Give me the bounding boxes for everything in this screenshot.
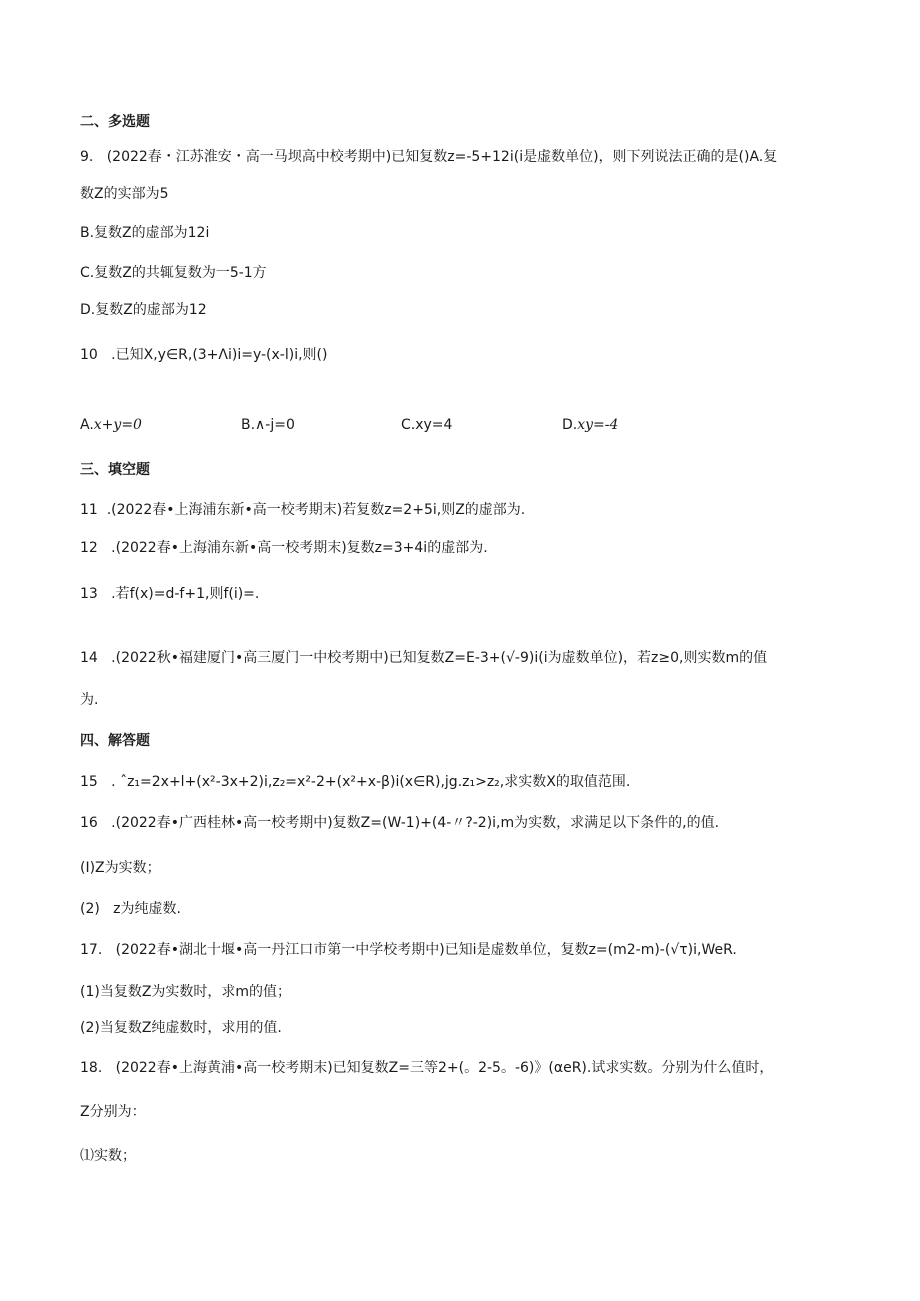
question-9-option-d: D.复数Z的虚部为12	[80, 302, 207, 318]
question-17-sub-2: (2)当复数Z纯虚数时，求用的值.	[80, 1020, 282, 1036]
question-14-line-1: 14 .(2022秋•福建厦门•高三厦门一中校考期中)已知复数Z=E-3+(√-9)i(i为虚数单位)，若z≥0,则实数m的值	[80, 650, 768, 666]
question-9-option-c: C.复数Z的共辄复数为一5-1方	[80, 265, 267, 281]
question-10-option-c: C.xy=4	[401, 417, 453, 433]
option-d-math: xy=-4	[577, 417, 619, 433]
question-9-line-1: 9. (2022春・江苏淮安・高一马坝高中校考期中)已知复数z=-5+12i(i是虚数单位)，则下列说法正确的是()A.复	[80, 149, 778, 165]
question-10-stem: 10 .已知X,y∈R,(3+Λi)i=y-(x-l)i,则()	[80, 347, 328, 363]
question-9-line-2: 数Z的实部为5	[80, 186, 169, 202]
question-17-stem: 17. (2022春•湖北十堰•高一丹江口市第一中学校考期中)已知i是虚数单位，复数z=(m2-m)-(√τ)i,WeR.	[80, 942, 737, 958]
section-heading-answer: 四、解答题	[80, 733, 150, 749]
question-17-sub-1: (1)当复数Z为实数时，求m的值；	[80, 984, 292, 1000]
question-13: 13 .若f(x)=d-f+1,则f(i)=.	[80, 586, 260, 602]
question-10-option-d	[562, 415, 618, 435]
section-heading-fill-in-blank: 三、填空题	[80, 462, 150, 478]
question-16-sub-1: (I)Z为实数；	[80, 860, 161, 876]
option-a-math: x+y=0	[93, 417, 142, 433]
option-d-prefix: D.	[562, 417, 578, 433]
question-18-line-2: Z分别为：	[80, 1104, 146, 1120]
question-14-line-2: 为.	[80, 692, 99, 708]
question-15: 15 . ˆz₁=2x+l+(x²-3x+2)i,z₂=x²-2+(x²+x-β)i(x∈R),jg.z₁>z₂,求实数X的取值范围.	[80, 774, 631, 790]
question-12: 12 .(2022春•上海浦东新•高一校考期末)复数z=3+4i的虚部为.	[80, 540, 488, 556]
question-10-option-b: B.∧-j=0	[241, 417, 295, 433]
question-16-stem: 16 .(2022春•广西桂林•高一校考期中)复数Z=(W-1)+(4-〃?-2)i,m为实数，求满足以下条件的,的值.	[80, 815, 720, 831]
question-11: 11 .(2022春•上海浦东新•高一校考期末)若复数z=2+5i,则Z的虚部为.	[80, 502, 526, 518]
question-10-option-a	[80, 415, 142, 435]
option-a-prefix: A.	[80, 417, 94, 433]
question-18-stem: 18. (2022春•上海黄浦•高一校考期末)已知复数Z=三等2+(。2-5。-6)》(αeR).试求实数。分别为什么值时，	[80, 1060, 774, 1076]
question-9-option-b: B.复数Z的虚部为12i	[80, 225, 210, 241]
section-heading-multiple-choice: 二、多选题	[80, 114, 150, 130]
question-16-sub-2: (2) z为纯虚数.	[80, 901, 181, 917]
question-18-sub-1: ⑴实数；	[80, 1148, 136, 1164]
